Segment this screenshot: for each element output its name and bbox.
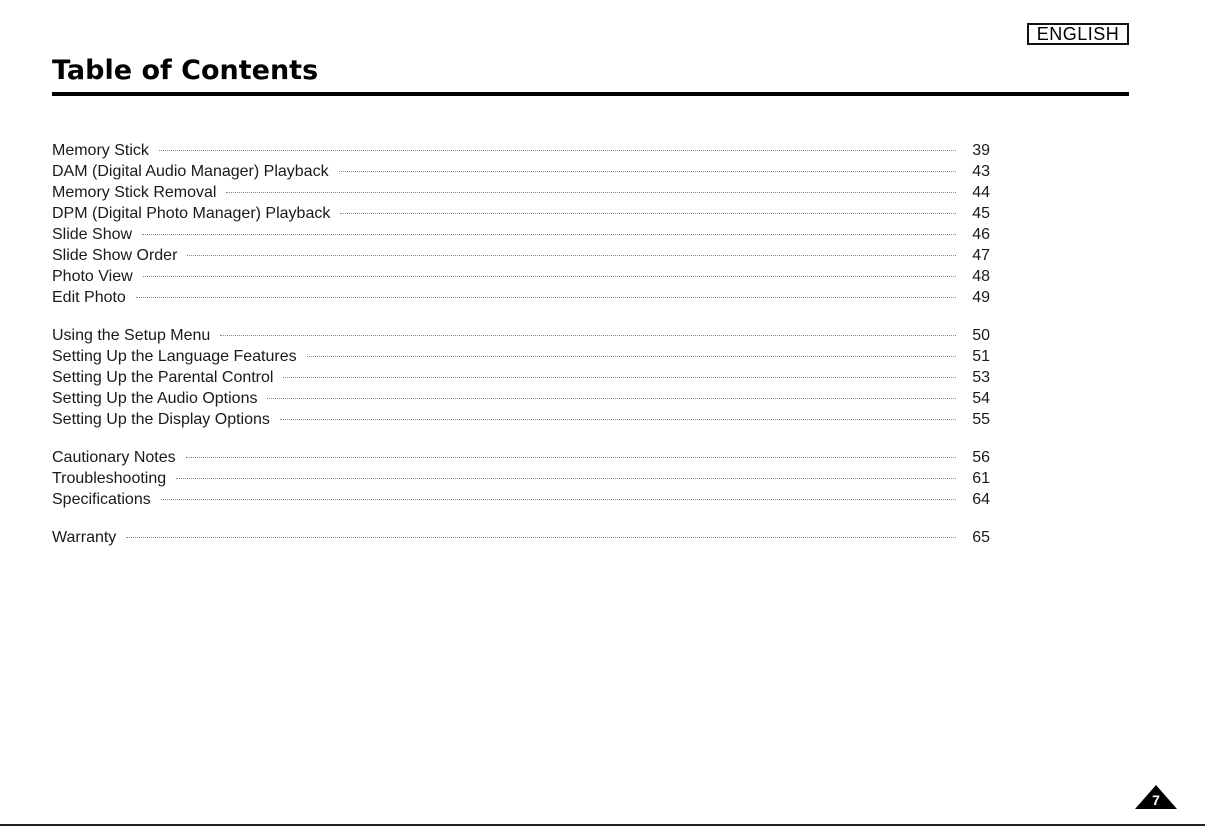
toc-entry-label: Troubleshooting (52, 470, 167, 487)
toc-entry-page: 44 (972, 184, 990, 201)
toc-entry-page: 65 (972, 529, 990, 546)
toc-dot-leader (280, 419, 956, 420)
toc-entry[interactable] (52, 287, 990, 308)
toc-group-setup (52, 325, 990, 430)
toc-dot-leader (187, 255, 956, 256)
toc-entry[interactable] (52, 346, 990, 367)
toc-entry-label: Setting Up the Audio Options (52, 390, 258, 407)
toc-dot-leader (176, 478, 956, 479)
toc-group-reference (52, 447, 990, 510)
toc-entry[interactable] (52, 161, 990, 182)
toc-entry-label: Photo View (52, 268, 133, 285)
toc-entry[interactable] (52, 489, 990, 510)
toc-entry-page: 51 (972, 348, 990, 365)
toc-entry[interactable] (52, 409, 990, 430)
toc-entry-label: Slide Show (52, 226, 133, 243)
toc-entry-page: 48 (972, 268, 990, 285)
toc-entry[interactable] (52, 224, 990, 245)
toc-entry-label: Warranty (52, 529, 117, 546)
toc-entry-page: 45 (972, 205, 990, 222)
bottom-divider (0, 824, 1205, 826)
toc-entry[interactable] (52, 367, 990, 388)
toc-entry-page: 50 (972, 327, 990, 344)
toc-entry-label: DAM (Digital Audio Manager) Playback (52, 163, 329, 180)
toc-entry-label: DPM (Digital Photo Manager) Playback (52, 205, 331, 222)
toc-entry-label: Setting Up the Parental Control (52, 369, 274, 386)
toc-entry[interactable] (52, 527, 990, 548)
toc-entry[interactable] (52, 266, 990, 287)
toc-dot-leader (220, 335, 956, 336)
toc-dot-leader (143, 276, 956, 277)
toc-entry-page: 47 (972, 247, 990, 264)
toc-entry[interactable] (52, 245, 990, 266)
language-badge: ENGLISH (1027, 23, 1129, 45)
toc-dot-leader (159, 150, 956, 151)
page-number: 7 (1152, 792, 1160, 808)
toc-entry-page: 39 (972, 142, 990, 159)
toc-entry-label: Setting Up the Display Options (52, 411, 270, 428)
toc-dot-leader (340, 213, 956, 214)
toc-entry[interactable] (52, 388, 990, 409)
toc-entry-page: 49 (972, 289, 990, 306)
toc-entry-page: 54 (972, 390, 990, 407)
toc-entry-label: Setting Up the Language Features (52, 348, 297, 365)
toc-dot-leader (267, 398, 956, 399)
title-divider (52, 92, 1129, 96)
toc-entry-page: 61 (972, 470, 990, 487)
toc-dot-leader (126, 537, 956, 538)
toc-entry[interactable] (52, 182, 990, 203)
toc-entry-label: Cautionary Notes (52, 449, 176, 466)
toc-entry[interactable] (52, 140, 990, 161)
toc-dot-leader (186, 457, 956, 458)
toc-entry-label: Edit Photo (52, 289, 126, 306)
toc-dot-leader (142, 234, 956, 235)
toc-group-warranty (52, 527, 990, 548)
toc-entry-label: Specifications (52, 491, 151, 508)
toc-entry-page: 55 (972, 411, 990, 428)
toc-dot-leader (283, 377, 956, 378)
toc-entry-label: Memory Stick (52, 142, 149, 159)
toc-entry-page: 53 (972, 369, 990, 386)
toc-dot-leader (339, 171, 956, 172)
toc-entry[interactable] (52, 325, 990, 346)
toc-entry-page: 64 (972, 491, 990, 508)
toc-dot-leader (226, 192, 956, 193)
toc-dot-leader (161, 499, 956, 500)
page-title: Table of Contents (52, 55, 319, 86)
table-of-contents (52, 140, 990, 565)
toc-entry-label: Using the Setup Menu (52, 327, 211, 344)
toc-entry-page: 43 (972, 163, 990, 180)
toc-entry-label: Memory Stick Removal (52, 184, 217, 201)
toc-dot-leader (307, 356, 956, 357)
toc-entry-label: Slide Show Order (52, 247, 178, 264)
toc-group-memory-stick (52, 140, 990, 308)
toc-entry[interactable] (52, 447, 990, 468)
toc-entry[interactable] (52, 203, 990, 224)
toc-entry[interactable] (52, 468, 990, 489)
toc-dot-leader (136, 297, 956, 298)
toc-entry-page: 56 (972, 449, 990, 466)
toc-entry-page: 46 (972, 226, 990, 243)
